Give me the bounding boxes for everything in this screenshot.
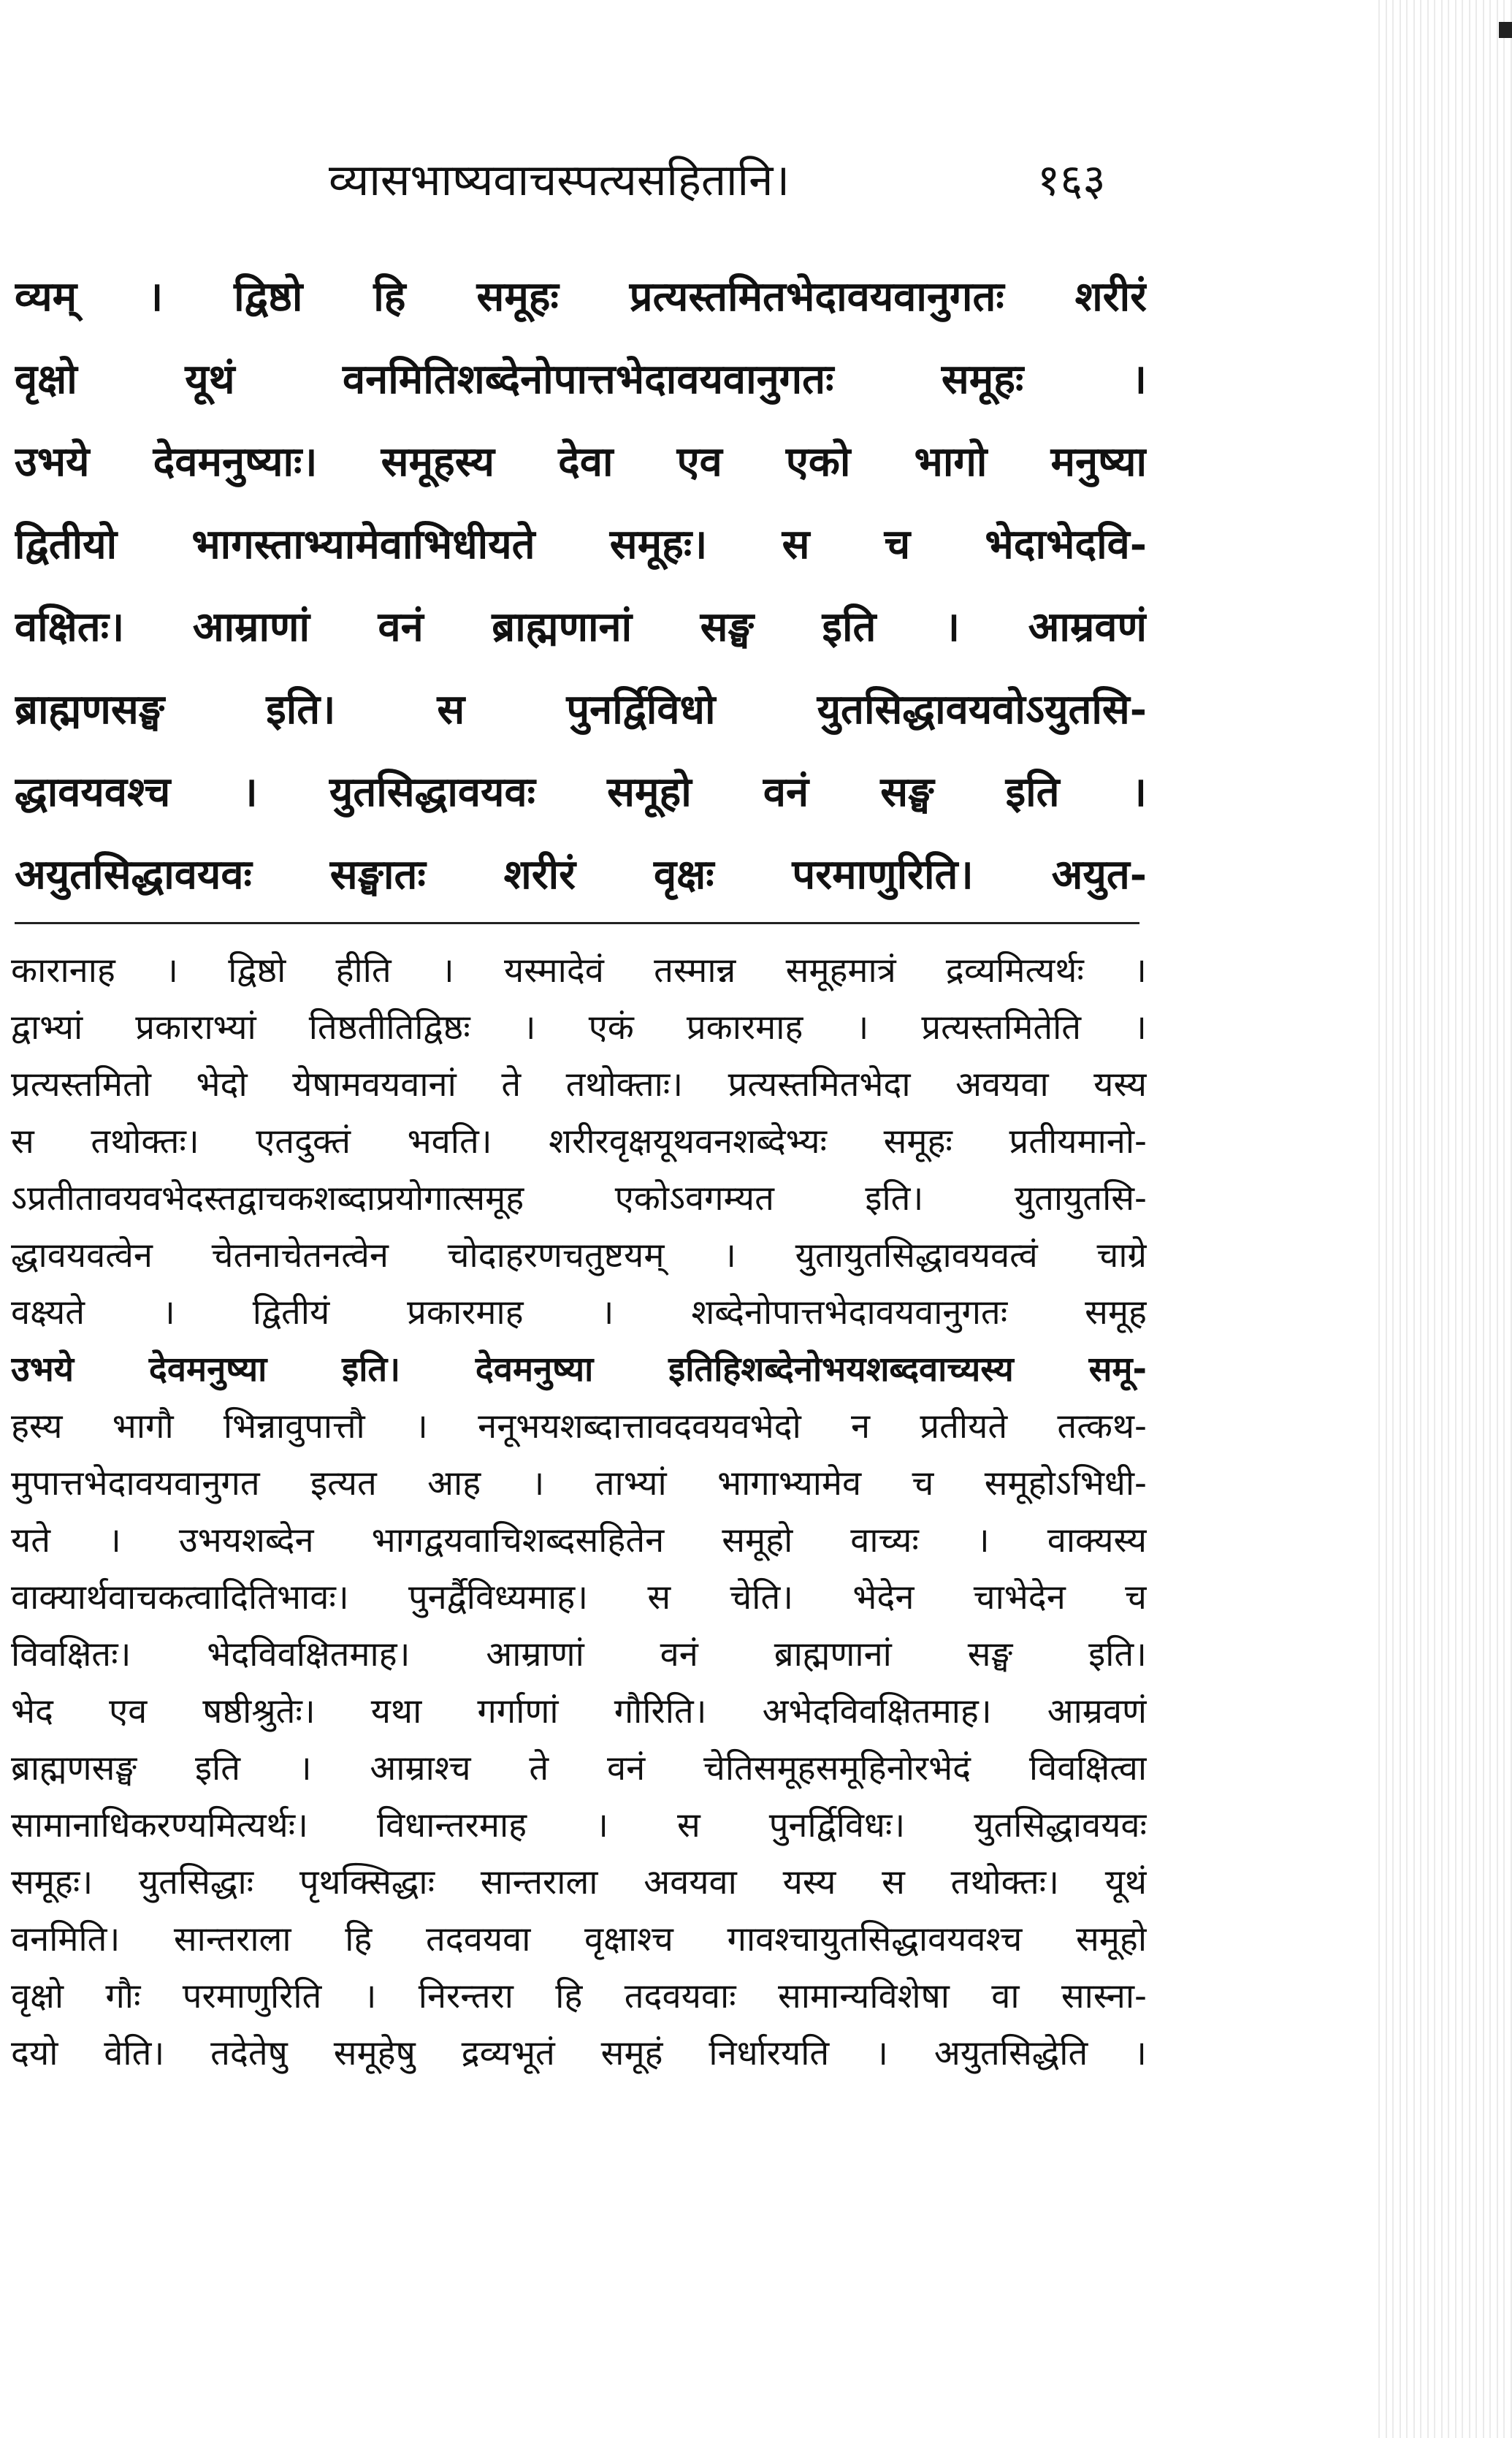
commentary-line: ऽप्रतीतावयवभेदस्तद्वाचकशब्दाप्रयोगात्समूह एकोऽवगम्यत इति। युतायुतसि-: [11, 1178, 1147, 1219]
commentary-line: ब्राह्मणसङ्घ इति । आम्राश्च ते वनं चेतिसमूहसमूहिनोरभेदं विवक्षित्वा: [11, 1748, 1147, 1788]
running-header: [0, 146, 1154, 212]
main-text-line: वृक्षो यूथं वनमितिशब्देनोपात्तभेदावयवानुगतः समूहः ।: [15, 355, 1147, 403]
commentary-line: वक्ष्यते । द्वितीयं प्रकारमाह । शब्देनोपात्तभेदावयवानुगतः समूह: [11, 1292, 1147, 1333]
commentary-line: विवक्षितः। भेदविवक्षितमाह। आम्राणां वनं ब्राह्मणानां सङ्घ इति।: [11, 1634, 1147, 1675]
main-text-line: व्यम् । द्विष्ठो हि समूहः प्रत्यस्तमितभेदावयवानुगतः शरीरं: [15, 273, 1147, 321]
main-text-block: [15, 256, 1147, 916]
commentary-line: हस्य भागौ भिन्नावुपात्तौ । ननूभयशब्दात्तावदवयवभेदो न प्रतीयते तत्कथ-: [11, 1406, 1147, 1447]
commentary-line: द्वाभ्यां प्रकाराभ्यां तिष्ठतीतिद्विष्ठः । एकं प्रकारमाह । प्रत्यस्तमितेति ।: [11, 1007, 1147, 1048]
main-text-line: ब्राह्मणसङ्घ इति। स पुनर्द्विविधो युतसिद्धावयवोऽयुतसि-: [15, 685, 1147, 734]
commentary-line: कारानाह । द्विष्ठो हीति । यस्मादेवं तस्मान्न समूहमात्रं द्रव्यमित्यर्थः ।: [11, 951, 1147, 991]
commentary-line: द्धावयवत्वेन चेतनाचेतनत्वेन चोदाहरणचतुष्टयम् । युतायुतसिद्धावयवत्वं चाग्रे: [11, 1235, 1147, 1276]
scan-edge-mark: [1499, 22, 1512, 38]
commentary-line: प्रत्यस्तमितो भेदो येषामवयवानां ते तथोक्ताः। प्रत्यस्तमितभेदा अवयवा यस्य: [11, 1064, 1147, 1105]
commentary-line: स तथोक्तः। एतदुक्तं भवति। शरीरवृक्षयूथवनशब्देभ्यः समूहः प्रतीयमानो-: [11, 1121, 1147, 1162]
running-title: व्यासभाष्यवाचस्पत्यसहितानि।: [329, 155, 790, 206]
main-text-line: द्वितीयो भागस्ताभ्यामेवाभिधीयते समूहः। स च भेदाभेदवि-: [15, 520, 1147, 568]
commentary-line: सामानाधिकरण्यमित्यर्थः। विधान्तरमाह । स पुनर्द्विविधः। युतसिद्धावयवः: [11, 1805, 1147, 1845]
commentary-line: वृक्षो गौः परमाणुरिति । निरन्तरा हि तदवयवाः सामान्यविशेषा वा सास्ना-: [11, 1976, 1147, 2016]
commentary-line: वाक्यार्थवाचकत्वादितिभावः। पुनर्द्वैविध्यमाह। स चेति। भेदेन चाभेदेन च: [11, 1577, 1147, 1618]
commentary-line: उभये देवमनुष्या इति। देवमनुष्या इतिहिशब्देनोभयशब्दवाच्यस्य समू-: [11, 1349, 1147, 1390]
section-divider: [15, 922, 1139, 924]
page-number: १६३: [1037, 155, 1106, 206]
main-text-line: उभये देवमनुष्याः। समूहस्य देवा एव एको भागो मनुष्या: [15, 438, 1147, 486]
commentary-block: [11, 942, 1147, 2082]
main-text-line: द्धावयवश्च । युतसिद्धावयवः समूहो वनं सङ्घ इति ।: [15, 768, 1147, 816]
main-text-line: वक्षितः। आम्राणां वनं ब्राह्मणानां सङ्घ इति । आम्रवणं: [15, 603, 1147, 651]
page-edge-texture: [1373, 0, 1512, 2438]
commentary-line: वनमिति। सान्तराला हि तदवयवा वृक्षाश्च गावश्चायुतसिद्धावयवश्च समूहो: [11, 1919, 1147, 1959]
commentary-line: भेद एव षष्ठीश्रुतेः। यथा गर्गाणां गौरिति। अभेदविवक्षितमाह। आम्रवणं: [11, 1691, 1147, 1732]
commentary-line: यते । उभयशब्देन भागद्वयवाचिशब्दसहितेन समूहो वाच्यः । वाक्यस्य: [11, 1520, 1147, 1561]
commentary-line: दयो वेति। तदेतेषु समूहेषु द्रव्यभूतं समूहं निर्धारयति । अयुतसिद्धेति ।: [11, 2033, 1147, 2073]
commentary-line: मुपात्तभेदावयवानुगत इत्यत आह । ताभ्यां भागाभ्यामेव च समूहोऽभिधी-: [11, 1463, 1147, 1504]
commentary-line: समूहः। युतसिद्धाः पृथक्सिद्धाः सान्तराला अवयवा यस्य स तथोक्तः। यूथं: [11, 1862, 1147, 1902]
main-text-line: अयुतसिद्धावयवः सङ्घातः शरीरं वृक्षः परमाणुरिति। अयुत-: [15, 850, 1147, 899]
